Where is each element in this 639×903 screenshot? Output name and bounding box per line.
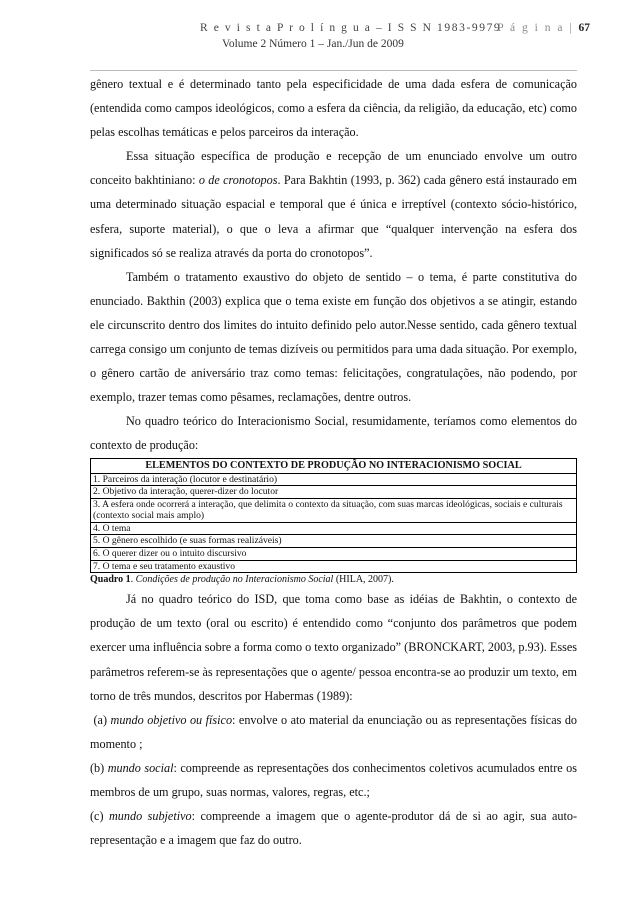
paragraph-3: Também o tratamento exaustivo do objeto de sentido – o tema, é parte constitutiva do enunciado. Bakthin (2003) explica que o tema existe em função dos objetivos a se atingir, estando ele circunscrito dentro dos limites do intuito definido pelo autor.Nesse sentido, cada gênero textual carrega consigo um conjunto de temas dizíveis ou permitidos para uma dada situação. Por exemplo, o gênero cartão de aniversário traz como temas: felicitações, congratulações, não podendo, por exemplo, trazer temas como pêsames, reclamações, dentre outros. bbox=[90, 269, 577, 405]
table-row: 6. O querer dizer ou o intuito discursivo bbox=[91, 548, 577, 561]
table-row: 1. Parceiros da interação (locutor e destinatário) bbox=[91, 473, 577, 486]
item-b-label: (b) bbox=[90, 760, 108, 775]
paragraph-5: Já no quadro teórico do ISD, que toma como base as idéias de Bakhtin, o contexto de produção de um texto (oral ou escrito) é entendido como “conjunto dos parâmetros que podem exercer uma influência sobre a forma como o texto organizado” (BRONCKART, 2003, p.93). Esses parâmetros referem-se às representações que o agente/ pessoa encontra-se ao produzir um texto, em torno de três mundos, descritos por Habermas (1989): bbox=[90, 592, 577, 703]
list-item-a bbox=[90, 708, 577, 756]
item-b-text: : compreende as representações dos conhecimentos coletivos acumulados entre os membros de um grupo, suas normas, valores, regras, etc.; bbox=[90, 760, 577, 799]
list-item-b bbox=[90, 756, 577, 804]
paragraph-2 bbox=[90, 144, 577, 264]
item-b-term: mundo social bbox=[107, 760, 174, 775]
context-elements-table bbox=[90, 458, 577, 574]
article-body bbox=[90, 72, 577, 852]
paragraph-4: No quadro teórico do Interacionismo Social, resumidamente, teríamos como elementos do contexto de produção: bbox=[90, 414, 577, 453]
item-c-text: : compreende a imagem que o agente-produtor dá de si ao agir, sua auto-representação e a imagem que faz do outro. bbox=[90, 809, 578, 848]
paragraph-2-text-b: . Para Bakhtin (1993, p. 362) cada gênero está instaurado em uma determinado situação espacial e temporal que é única e irreptível (contexto sócio-histórico, esfera, suporte material), o que o leva a afirmar que “qualquer intervenção na esfera dos significados só se realiza através da porta do cronotopos”. bbox=[90, 173, 577, 260]
caption-title: Condições de produção no Interacionismo Social bbox=[135, 574, 334, 586]
page-indicator: P á g i n a | 67 bbox=[497, 22, 590, 34]
header-rule bbox=[90, 70, 577, 71]
item-c-label: (c) bbox=[90, 809, 109, 824]
item-c-term: mundo subjetivo bbox=[108, 809, 192, 824]
page-number: 67 bbox=[578, 22, 590, 34]
table-caption: Quadro 1. Condições de produção no Interacionismo Social (HILA, 2007). bbox=[90, 574, 394, 586]
item-a-term: mundo objetivo ou físico bbox=[110, 712, 233, 727]
running-header bbox=[90, 22, 590, 62]
table-row: 7. O tema e seu tratamento exaustivo bbox=[91, 560, 577, 573]
caption-source: (HILA, 2007). bbox=[333, 574, 394, 586]
page-label: P á g i n a bbox=[497, 22, 565, 34]
volume-issue: Volume 2 Número 1 – Jan./Jun de 2009 bbox=[222, 38, 404, 50]
list-item-c bbox=[90, 804, 577, 852]
caption-label: Quadro 1 bbox=[90, 574, 131, 586]
cronotopos-emphasis: o de cronotopos bbox=[198, 173, 278, 188]
journal-title: R e v i s t a P r o l í n g u a – I S S N 1983-9979 bbox=[200, 22, 502, 34]
table-row: 3. A esfera onde ocorrerá a interação, que delimita o contexto da situação, com suas marcas ideológicas, sociais e culturais (contexto social mais amplo) bbox=[91, 498, 577, 522]
table-row: 4. O tema bbox=[91, 522, 577, 535]
table-header: ELEMENTOS DO CONTEXTO DE PRODUÇÃO NO INTERACIONISMO SOCIAL bbox=[91, 458, 577, 473]
table-row: 2. Objetivo da interação, querer-dizer do locutor bbox=[91, 486, 577, 499]
paragraph-1: gênero textual e é determinado tanto pela especificidade de uma dada esfera de comunicação (entendida como campos ideológicos, como a esfera da ciência, da religião, da educação, etc) como pelas escolhas temáticas e pelos parceiros da interação. bbox=[90, 77, 577, 140]
table-row: 5. O gênero escolhido (e suas formas realizáveis) bbox=[91, 535, 577, 548]
item-a-text: : envolve o ato material da enunciação ou as representações físicas do momento ; bbox=[90, 712, 578, 751]
paragraph-2-text-a: Essa situação específica de produção e recepção de um enunciado envolve um outro conceito bakhtiniano: bbox=[90, 149, 577, 188]
item-a-label: (a) bbox=[93, 712, 111, 727]
